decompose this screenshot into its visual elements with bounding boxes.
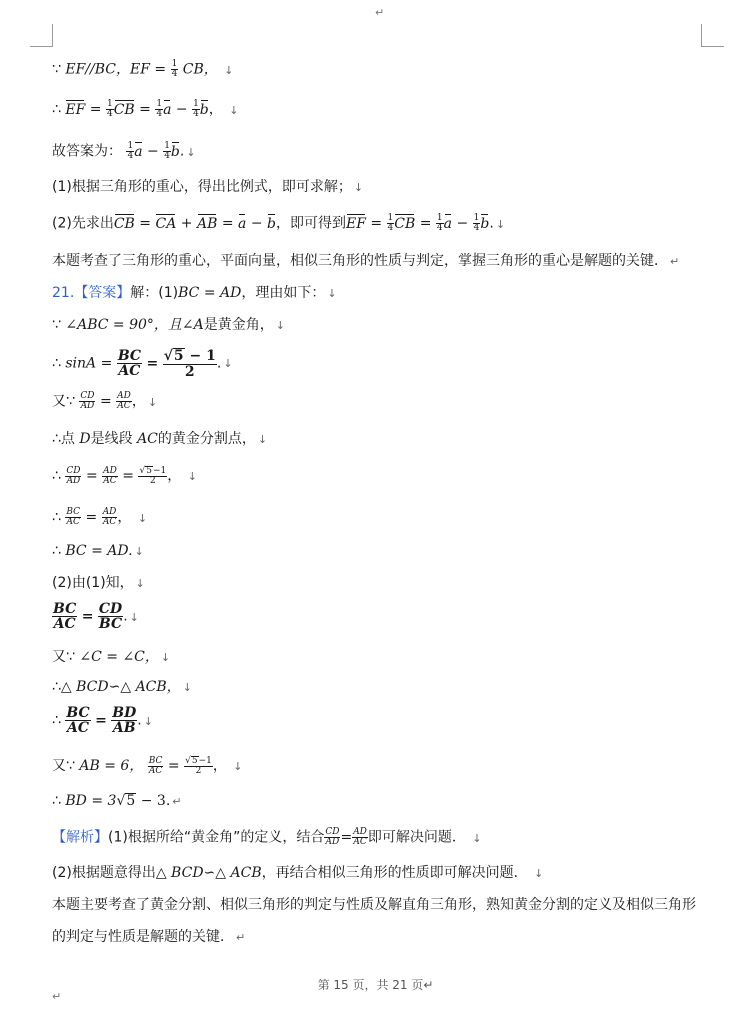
line-sin-a: ∴ sinA = $\frac{BC}{AC}$ = $\frac{√5 - 1}{2}$ . ↓ [52, 347, 233, 380]
fraction: $\frac{BC}{AC}$ [117, 347, 142, 379]
line-ratio-sqrt5: ∴ $\frac{CD}{AD}$ = $\frac{AD}{AC}$ = $\frac{√5-1}{2}$ ， ↓ [52, 465, 197, 487]
fraction: $\frac{AD}{AC}$ [117, 391, 131, 411]
fraction: $\frac{BD}{AB}$ [112, 705, 137, 736]
line-similar-triangles: ∴△ BCD∽△ ACB， ↓ [52, 679, 192, 695]
fraction: $\frac{CD}{AD}$ [66, 465, 81, 486]
line-angle-abc: ∵ ∠ABC = 90°，且∠A是黄金角， ↓ [52, 317, 285, 333]
line-bc-equals-ad: ∴ BC = AD. ↓ [52, 543, 144, 559]
line-ef-parallel-bc: ∵ EF//BC，EF = $\frac{1}{4}$ CB， ↓ [52, 59, 234, 79]
fraction: $\frac{AD}{AC}$ [103, 465, 117, 486]
page-footer: 第 15 页，共 21 页↵ [317, 978, 434, 992]
line-part2: (2)由(1)知， ↓ [52, 575, 145, 591]
crop-mark-top-left [30, 24, 53, 47]
line-golden-point: ∴点 D是线段 AC的黄金分割点， ↓ [52, 431, 268, 447]
line-analysis-part2: (2)根据题意得出△ BCD∽△ ACB，再结合相似三角形的性质即可解决问题． ↓ [52, 865, 544, 881]
line-bc-ac-bd-ab: ∴ $\frac{BC}{AC}$ = $\frac{BD}{AB}$ . ↓ [52, 705, 153, 736]
fraction: $\frac{BC}{AC}$ [53, 601, 77, 632]
crop-mark-top-right [701, 24, 724, 47]
line-summary-21a: 本题主要考查了黄金分割、相似三角形的判定与性质及解直角三角形，熟知黄金分割的定义及相似三角形 [52, 897, 696, 913]
line-ab-equals-6: 又∵ AB = 6， $\frac{BC}{AC}$ = $\frac{√5-1}{2}$ ， ↓ [52, 755, 243, 777]
line-cd-ad-ratio: 又∵ $\frac{CD}{AD}$ = $\frac{AD}{AC}$ ， ↓ [52, 391, 158, 411]
line-vector-ef: ∴ EF = $\frac{1}{4}$ CB = $\frac{1}{4}$ a − $\frac{1}{4}$ b， ↓ [52, 99, 239, 119]
fraction: $\frac{1}{4}$ [436, 213, 443, 233]
line-analysis-2: (2)先求出CB = CA + AB = a − b，即可得到EF = $\frac{1}{4}$ CB = $\frac{1}{4}$ a − $\frac{1}{4}$ b. ↓ [52, 213, 506, 233]
paragraph-mark: ↵ [52, 990, 62, 1003]
fraction: $\frac{1}{4}$ [171, 59, 178, 79]
fraction: $\frac{√5-1}{2}$ [185, 756, 212, 777]
line-q21-answer: 21.【答案】解：(1)BC = AD，理由如下： ↓ [52, 285, 337, 301]
analysis-tag: 【解析】 [52, 829, 108, 846]
fraction: $\frac{AD}{AC}$ [353, 827, 367, 847]
fraction: $\frac{CD}{BC}$ [98, 601, 123, 632]
fraction: $\frac{CD}{AD}$ [80, 391, 95, 411]
fraction: $\frac{1}{4}$ [473, 213, 480, 233]
fraction: $\frac{1}{4}$ [106, 99, 113, 119]
fraction: $\frac{√5 - 1}{2}$ [163, 348, 216, 380]
line-bd-result: ∴ BD = 3√5 − 3. ↵ [52, 793, 182, 809]
fraction: $\frac{AD}{AC}$ [102, 507, 117, 527]
fraction: $\frac{1}{4}$ [387, 213, 394, 233]
line-bc-ac-ratio: ∴ $\frac{BC}{AC}$ = $\frac{AD}{AC}$ ， ↓ [52, 507, 148, 527]
answer-tag: 【答案】 [74, 285, 131, 301]
fraction: $\frac{1}{4}$ [193, 99, 199, 119]
fraction: $\frac{BC}{AC}$ [148, 755, 163, 776]
line-analysis-1: (1)根据三角形的重心，得出比例式，即可求解； ↓ [52, 179, 364, 195]
fraction: $\frac{1}{4}$ [127, 141, 134, 161]
line-angle-c: 又∵ ∠C = ∠C， ↓ [52, 649, 171, 665]
fraction: $\frac{√5-1}{2}$ [139, 466, 167, 487]
paragraph-mark: ↵ [375, 6, 385, 19]
fraction: $\frac{BC}{AC}$ [66, 705, 90, 736]
line-answer: 故答案为： $\frac{1}{4}$ a − $\frac{1}{4}$ b. ↓ [52, 141, 196, 161]
line-summary-21b: 的判定与性质是解题的关键． ↵ [52, 929, 246, 945]
fraction: $\frac{CD}{AD}$ [325, 827, 340, 847]
fraction: $\frac{1}{4}$ [156, 99, 163, 119]
line-bc-ac-cd-bc: $\frac{BC}{AC}$ = $\frac{CD}{BC}$ . ↓ [53, 601, 139, 632]
line-summary-20: 本题考查了三角形的重心，平面向量，相似三角形的性质与判定，掌握三角形的重心是解题的关键． ↵ [52, 253, 680, 269]
fraction: $\frac{BC}{AC}$ [66, 507, 81, 527]
question-number: 21. [52, 285, 75, 301]
line-analysis-tag: 【解析】(1)根据所给“黄金角”的定义，结合 $\frac{CD}{AD}$ = $\frac{AD}{AC}$ 即可解决问题． ↓ [52, 827, 482, 847]
fraction: $\frac{1}{4}$ [164, 141, 170, 161]
